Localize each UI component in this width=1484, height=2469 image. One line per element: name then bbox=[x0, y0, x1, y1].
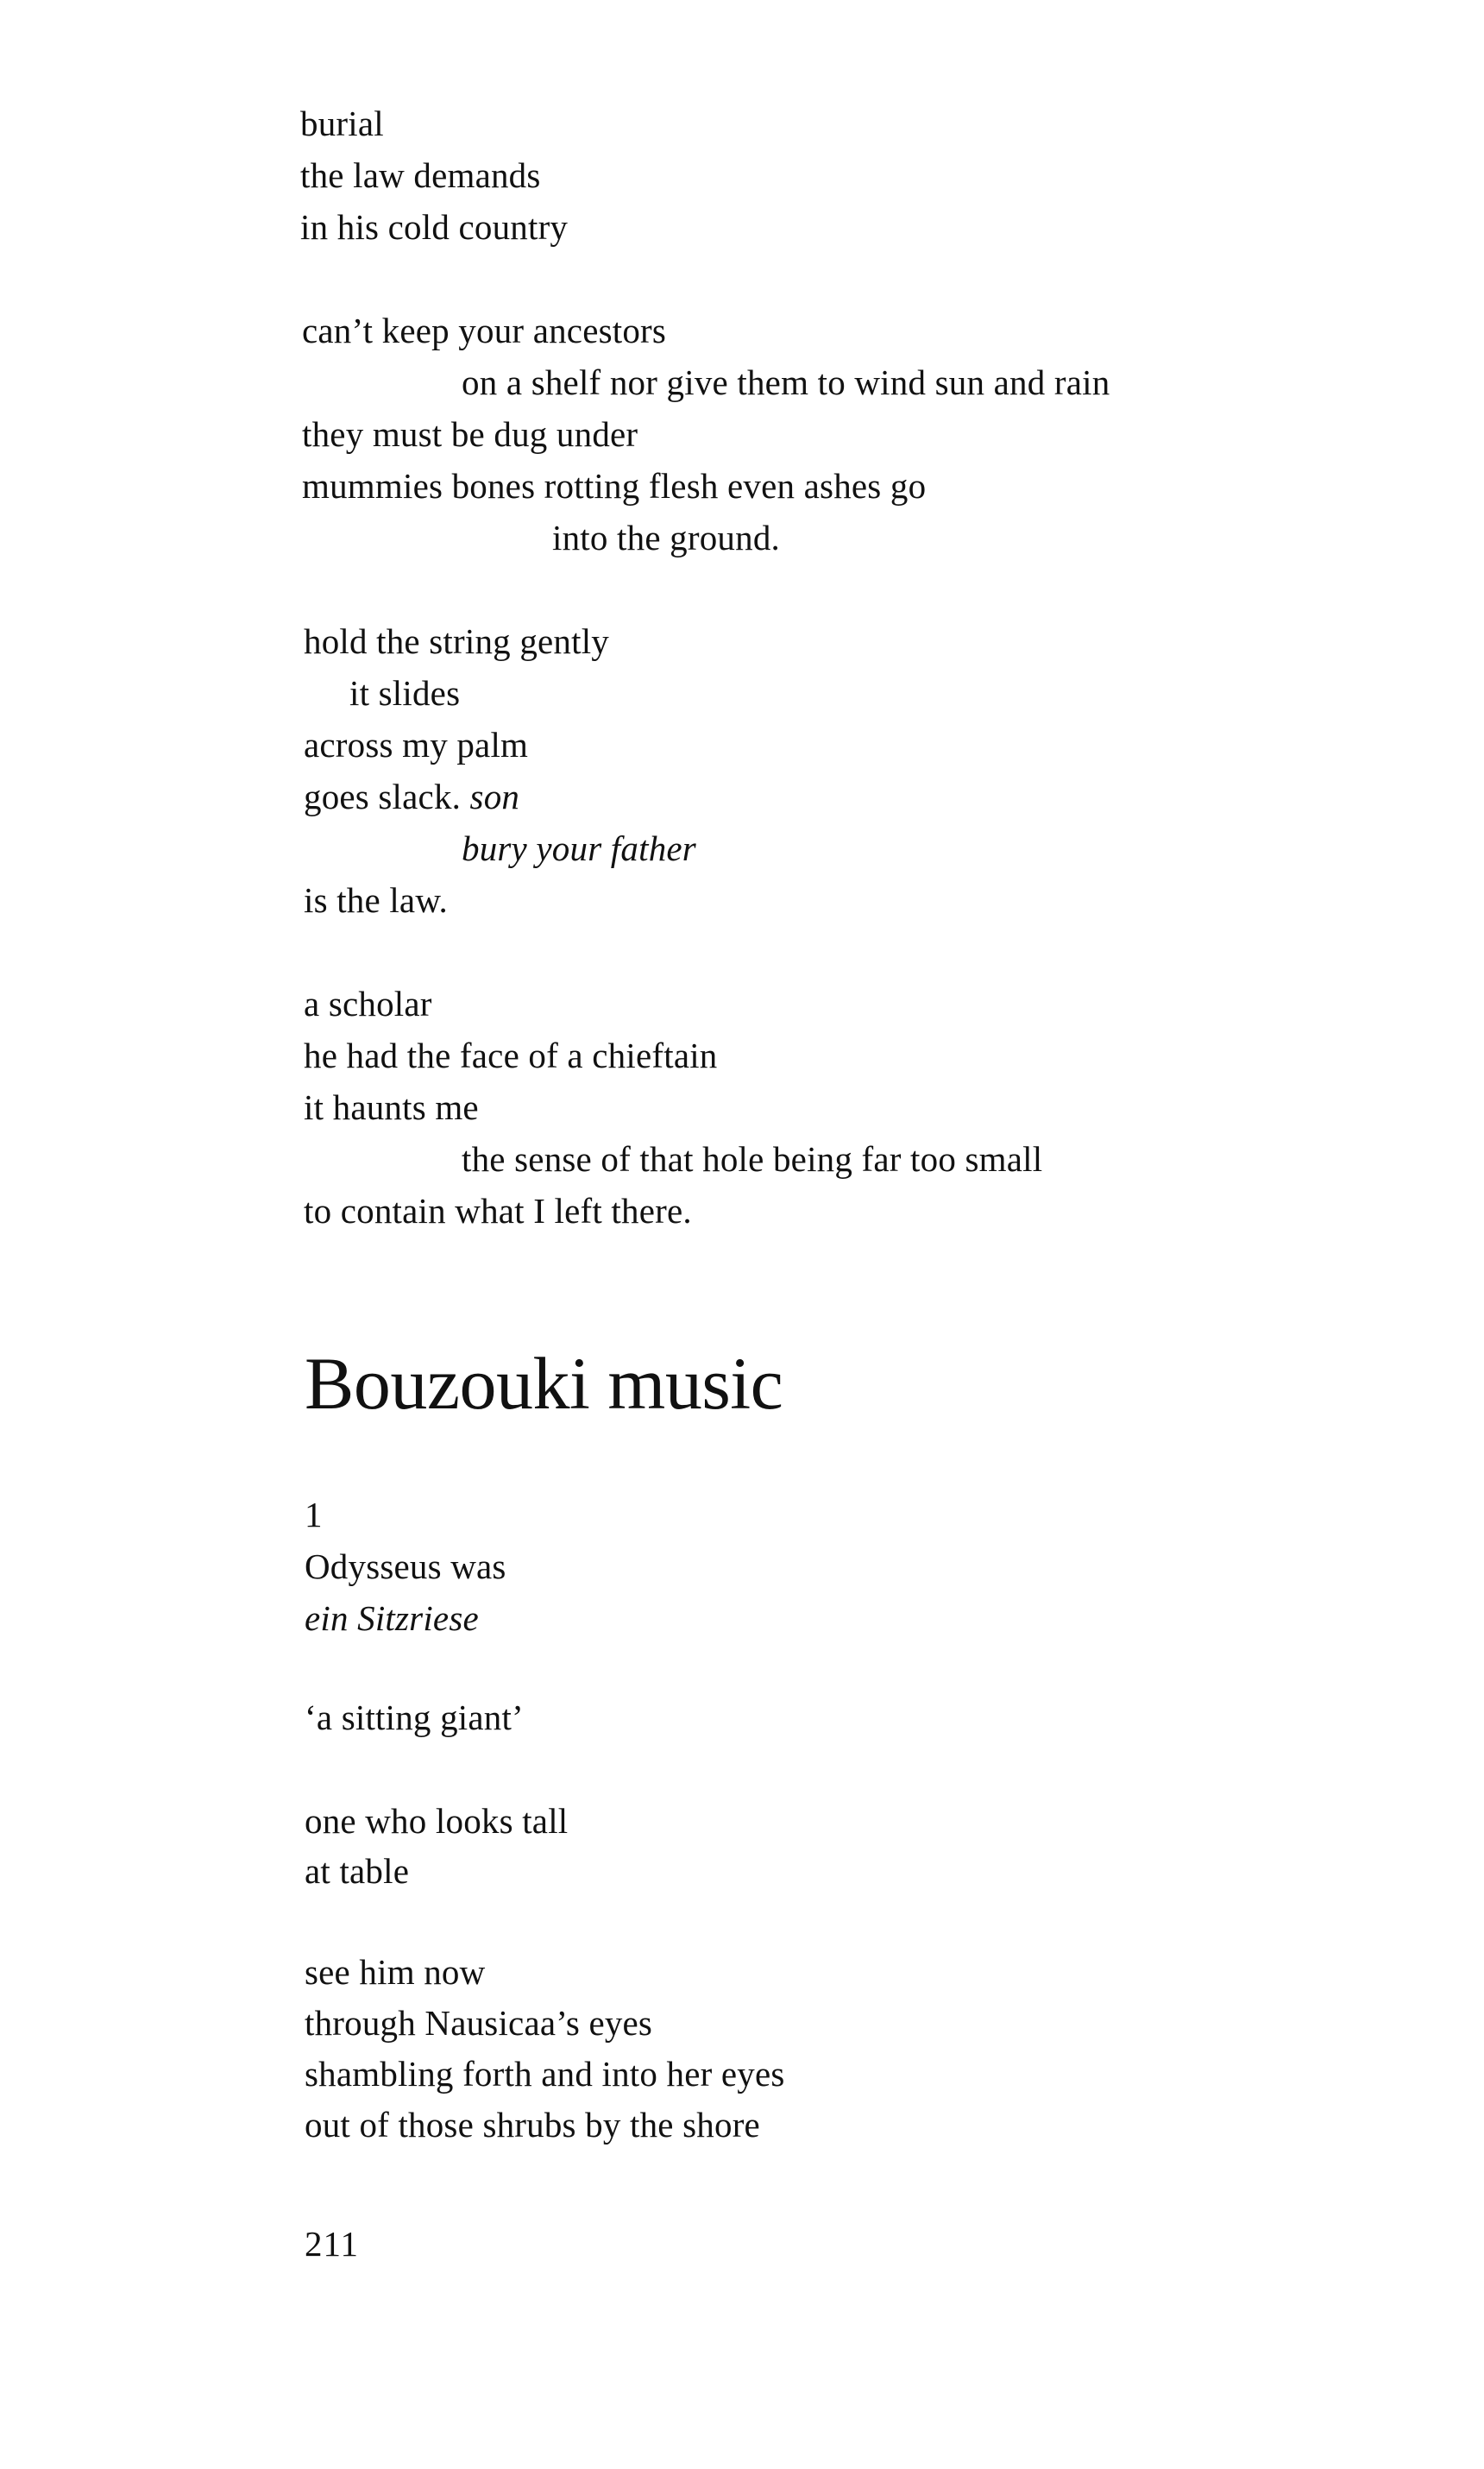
poem-line bbox=[304, 779, 519, 815]
poem-line-italic: son bbox=[469, 777, 520, 816]
poem-title: Bouzouki music bbox=[305, 1342, 783, 1425]
poem-line: to contain what I left there. bbox=[304, 1191, 692, 1231]
poem-line: Odysseus was bbox=[305, 1546, 506, 1586]
poem-line: in his cold country bbox=[300, 207, 569, 247]
part-number: 1 bbox=[305, 1495, 323, 1534]
poem-line: the sense of that hole being far too small bbox=[462, 1139, 1043, 1179]
poem-line: he had the face of a chieftain bbox=[304, 1036, 718, 1075]
poem-line-text: goes slack. bbox=[304, 777, 470, 816]
poem-line: it haunts me bbox=[304, 1087, 479, 1127]
poem-line: across my palm bbox=[304, 725, 529, 765]
poem-line: at table bbox=[305, 1851, 410, 1891]
poem-line-italic: ein Sitzriese bbox=[305, 1598, 479, 1638]
page-number: 211 bbox=[305, 2224, 359, 2264]
poem-line: the law demands bbox=[300, 155, 541, 195]
poem-line: into the ground. bbox=[552, 518, 780, 557]
poem-line-italic: bury your father bbox=[462, 828, 696, 868]
poem-line: it slides bbox=[349, 673, 461, 713]
poem-line: see him now bbox=[305, 1952, 486, 1992]
poem-line: is the law. bbox=[304, 880, 448, 920]
poem-line: one who looks tall bbox=[305, 1801, 569, 1841]
poem-line: shambling forth and into her eyes bbox=[305, 2054, 785, 2094]
poem-line: mummies bones rotting flesh even ashes go bbox=[302, 466, 927, 506]
poem-line: through Nausicaa’s eyes bbox=[305, 2003, 653, 2043]
poem-line: burial bbox=[300, 104, 384, 143]
poem-line: ‘a sitting giant’ bbox=[305, 1697, 524, 1737]
poem-line: a scholar bbox=[304, 984, 432, 1024]
poem-line: can’t keep your ancestors bbox=[302, 311, 667, 350]
poem-line: hold the string gently bbox=[304, 621, 610, 661]
poem-line: on a shelf nor give them to wind sun and rain bbox=[462, 362, 1110, 402]
poem-line: they must be dug under bbox=[302, 414, 638, 454]
poem-line: out of those shrubs by the shore bbox=[305, 2105, 760, 2145]
